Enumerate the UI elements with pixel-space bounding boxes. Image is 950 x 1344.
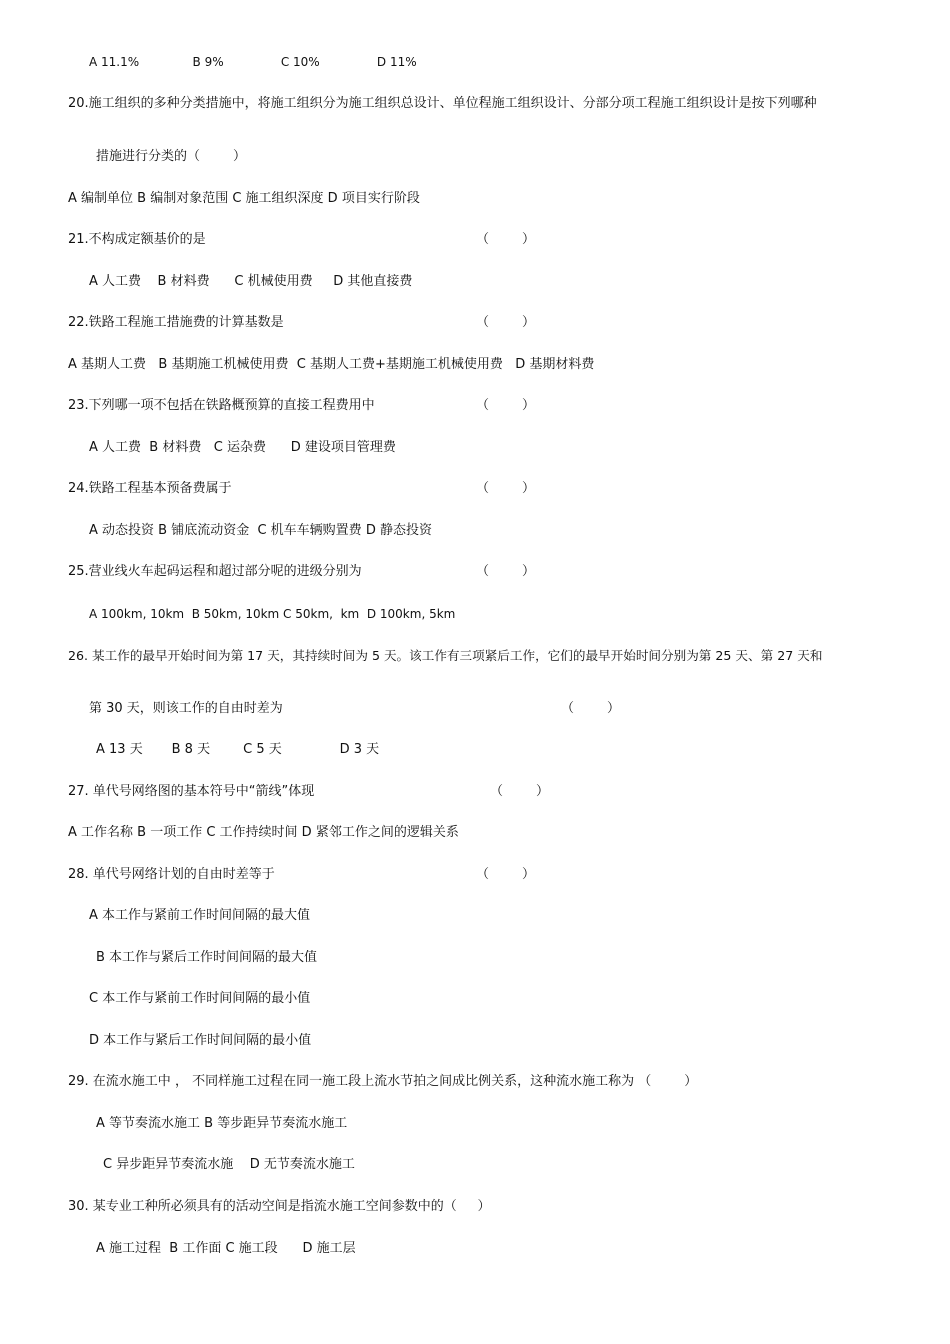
q21-stem: 21.不构成定额基价的是 xyxy=(68,232,206,247)
q22-options: A 基期人工费 B 基期施工机械使用费 C 基期人工费+基期施工机械使用费 D 基期材料费 xyxy=(68,357,595,372)
q20-stem-cont: 措施进行分类的（ ） xyxy=(96,149,247,164)
q24-options: A 动态投资 B 铺底流动资金 C 机车车辆购置费 D 静态投资 xyxy=(89,523,432,538)
q25-stem: 25.营业线火车起码运程和超过部分呢的进级分别为 xyxy=(68,564,362,579)
q28-option-d: D 本工作与紧后工作时间间隔的最小值 xyxy=(89,1033,312,1048)
q26-stem-cont: 第 30 天，则该工作的自由时差为 xyxy=(89,701,283,716)
q25-answer-blank: （ ） xyxy=(476,564,536,579)
q23-options: A 人工费 B 材料费 C 运杂费 D 建设项目管理费 xyxy=(89,440,396,455)
q21-answer-blank: （ ） xyxy=(476,232,536,247)
q23-stem: 23.下列哪一项不包括在铁路概预算的直接工程费用中 xyxy=(68,398,375,413)
q20-options: A 编制单位 B 编制对象范围 C 施工组织深度 D 项目实行阶段 xyxy=(68,191,420,206)
q28-stem: 28. 单代号网络计划的自由时差等于 xyxy=(68,867,275,882)
q27-options: A 工作名称 B 一项工作 C 工作持续时间 D 紧邻工作之间的逻辑关系 xyxy=(68,825,459,840)
q30-options: A 施工过程 B 工作面 C 施工段 D 施工层 xyxy=(96,1241,356,1256)
q28-option-b: B 本工作与紧后工作时间间隔的最大值 xyxy=(96,950,318,965)
q27-stem: 27. 单代号网络图的基本符号中“箭线”体现 xyxy=(68,784,315,799)
q26-answer-blank: （ ） xyxy=(561,701,621,716)
q25-options: A 100km, 10km B 50km, 10km C 50km, km D 100km, 5km xyxy=(89,607,456,621)
q20-stem: 20.施工组织的多种分类措施中，将施工组织分为施工组织总设计、单位程施工组织设计、分部分项工程施工组织设计是按下列哪种 xyxy=(68,96,817,111)
q24-answer-blank: （ ） xyxy=(476,481,536,496)
q22-stem: 22.铁路工程施工措施费的计算基数是 xyxy=(68,315,284,330)
q23-answer-blank: （ ） xyxy=(476,398,536,413)
q26-options: A 13 天 B 8 天 C 5 天 D 3 天 xyxy=(96,742,380,757)
q29-options-ab: A 等节奏流水施工 B 等步距异节奏流水施工 xyxy=(96,1116,348,1131)
q29-options-cd: C 异步距异节奏流水施 D 无节奏流水施工 xyxy=(103,1157,355,1172)
q24-stem: 24.铁路工程基本预备费属于 xyxy=(68,481,232,496)
q21-options: A 人工费 B 材料费 C 机械使用费 D 其他直接费 xyxy=(89,274,413,289)
q28-answer-blank: （ ） xyxy=(476,867,536,882)
q26-stem: 26. 某工作的最早开始时间为第 17 天，其持续时间为 5 天。该工作有三项紧后工作，它们的最早开始时间分别为第 25 天、第 27 天和 xyxy=(68,648,823,663)
q27-answer-blank: （ ） xyxy=(490,784,550,799)
q19-options: A 11.1% B 9% C 10% D 11% xyxy=(89,55,417,69)
q30-stem: 30. 某专业工种所必须具有的活动空间是指流水施工空间参数中的（ ） xyxy=(68,1199,491,1214)
q28-option-c: C 本工作与紧前工作时间间隔的最小值 xyxy=(89,991,311,1006)
q29-stem: 29. 在流水施工中 ， 不同样施工过程在同一施工段上流水节拍之间成比例关系，这种流水施工称为 （ ） xyxy=(68,1074,698,1089)
q22-answer-blank: （ ） xyxy=(476,315,536,330)
q28-option-a: A 本工作与紧前工作时间间隔的最大值 xyxy=(89,908,311,923)
